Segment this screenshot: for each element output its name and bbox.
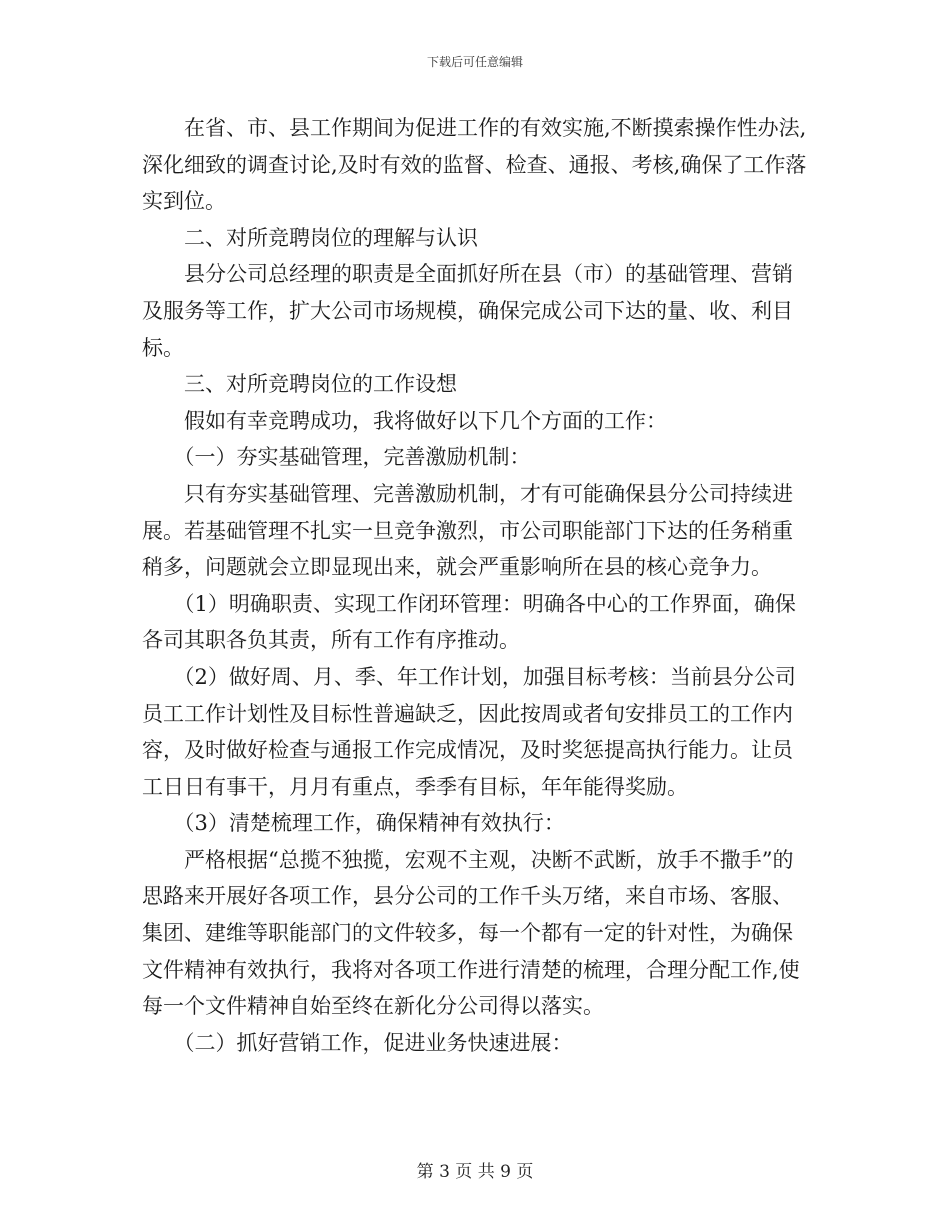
- paragraph: 严格根据“总揽不独揽，宏观不主观，决断不武断，放手不撒手”的思路来开展好各项工作，县分公司的工作千头万绪，来自市场、客服、集团、建维等职能部门的文件较多，每一个都有一定的针对性，为确保文件精神有效执行，我将对各项工作进行清楚的梳理，合理分配工作,使每一个文件精神自始至终在新化分公司得以落实。: [142, 847, 800, 1019]
- section-heading: 二、对所竞聘岗位的理解与认识: [142, 225, 478, 250]
- paragraph: 县分公司总经理的职责是全面抓好所在县（市）的基础管理、营销及服务等工作，扩大公司市场规模，确保完成公司下达的量、收、利目标。: [142, 262, 793, 360]
- paragraph: （2）做好周、月、季、年工作计划，加强目标考核：当前县分公司员工工作计划性及目标性普遍缺乏，因此按周或者旬安排员工的工作内容，及时做好检查与通报工作完成情况，及时奖惩提高执行能力。让员工日日有事干，月月有重点，季季有目标，年年能得奖励。: [142, 664, 796, 799]
- subsection-heading: （一）夯实基础管理，完善激励机制：: [142, 445, 531, 470]
- paragraph: （3）清楚梳理工作，确保精神有效执行：: [142, 811, 565, 836]
- paragraph: 假如有幸竞聘成功，我将做好以下几个方面的工作：: [142, 408, 667, 433]
- page-number: 第 3 页 共 9 页: [416, 1162, 534, 1182]
- page-header: 下载后可任意编辑: [426, 55, 523, 69]
- paragraph: 只有夯实基础管理、完善激励机制，才有可能确保县分公司持续进展。若基础管理不扎实一旦竞争激烈，市公司职能部门下达的任务稍重稍多，问题就会立即显现出来，就会严重影响所在县的核心竞争力。: [142, 481, 793, 580]
- subsection-heading: （二）抓好营销工作，促进业务快速进展：: [142, 1030, 573, 1055]
- document-body: [142, 110, 808, 1061]
- paragraph: （1）明确职责、实现工作闭环管理：明确各中心的工作界面，确保各司其职各负其责，所有工作有序推动。: [142, 591, 796, 653]
- section-heading: 三、对所竞聘岗位的工作设想: [142, 372, 457, 397]
- paragraph: 在省、市、县工作期间为促进工作的有效实施,不断摸索操作性办法,深化细致的调查讨论,及时有效的监督、检查、通报、考核,确保了工作落实到位。: [142, 116, 807, 214]
